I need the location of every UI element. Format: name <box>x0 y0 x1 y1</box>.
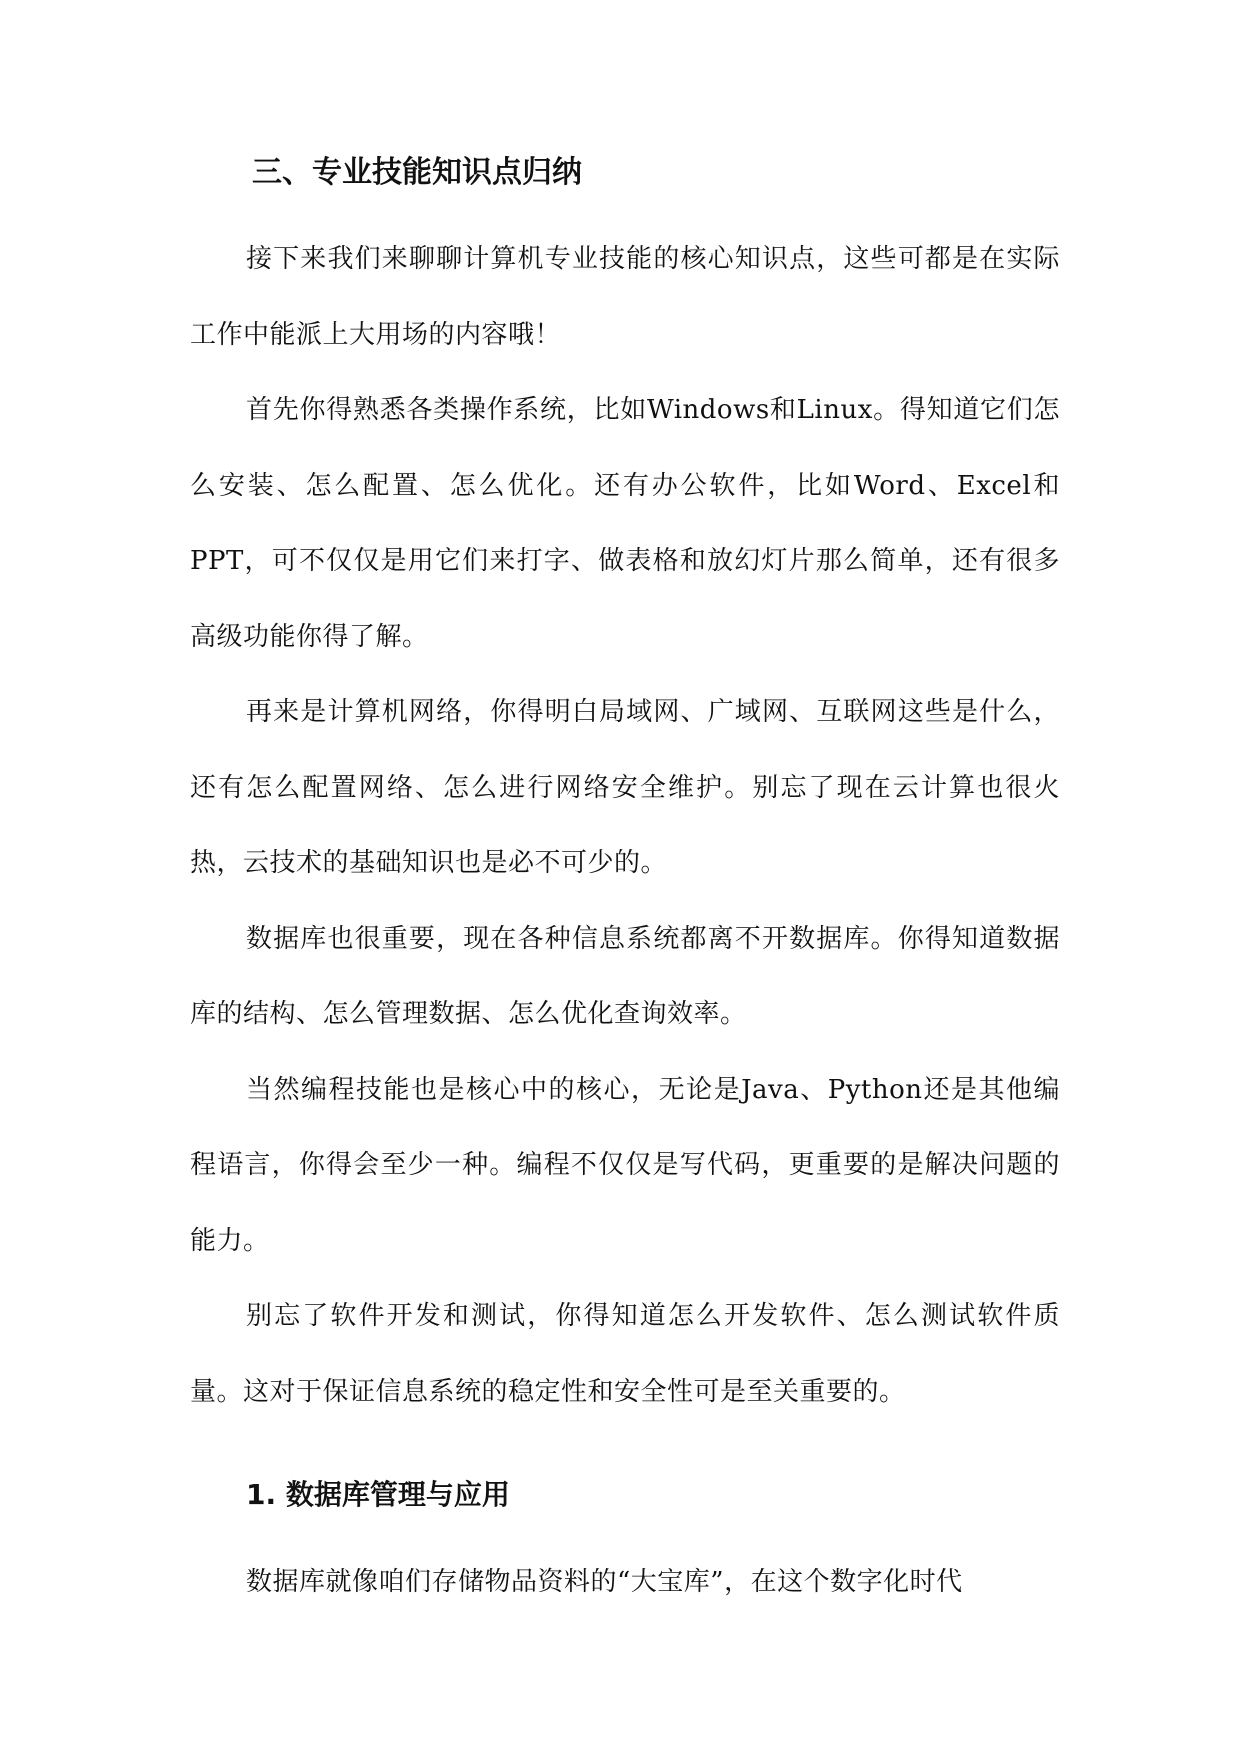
paragraph-database-intro: 数据库就像咱们存储物品资料的“大宝库”，在这个数字化时代 <box>246 1567 963 1597</box>
paragraph-database: 数据库也很重要，现在各种信息系统都离不开数据库。你得知道数据库的结构、怎么管理数据、怎么优化查询效率。 <box>190 923 1060 1029</box>
section-heading: 三、专业技能知识点归纳 <box>252 155 582 190</box>
subsection-heading: 1. 数据库管理与应用 <box>246 1478 510 1511</box>
paragraph-intro: 接下来我们来聊聊计算机专业技能的核心知识点，这些可都是在实际工作中能派上大用场的内容哦！ <box>190 244 1060 350</box>
paragraph-software-testing: 别忘了软件开发和测试，你得知道怎么开发软件、怎么测试软件质量。这对于保证信息系统的稳定性和安全性可是至关重要的。 <box>190 1301 1060 1407</box>
document-body <box>190 148 1060 1621</box>
paragraph-os-office: 首先你得熟悉各类操作系统，比如Windows和Linux。得知道它们怎么安装、怎么配置、怎么优化。还有办公软件，比如Word、Excel和PPT，可不仅仅是用它们来打字、做表格和放幻灯片那么简单，还有很多高级功能你得了解。 <box>190 395 1060 652</box>
paragraph-network: 再来是计算机网络，你得明白局域网、广域网、互联网这些是什么，还有怎么配置网络、怎么进行网络安全维护。别忘了现在云计算也很火热，云技术的基础知识也是必不可少的。 <box>190 697 1060 878</box>
paragraph-programming: 当然编程技能也是核心中的核心，无论是Java、Python还是其他编程语言，你得会至少一种。编程不仅仅是写代码，更重要的是解决问题的能力。 <box>190 1074 1060 1256</box>
